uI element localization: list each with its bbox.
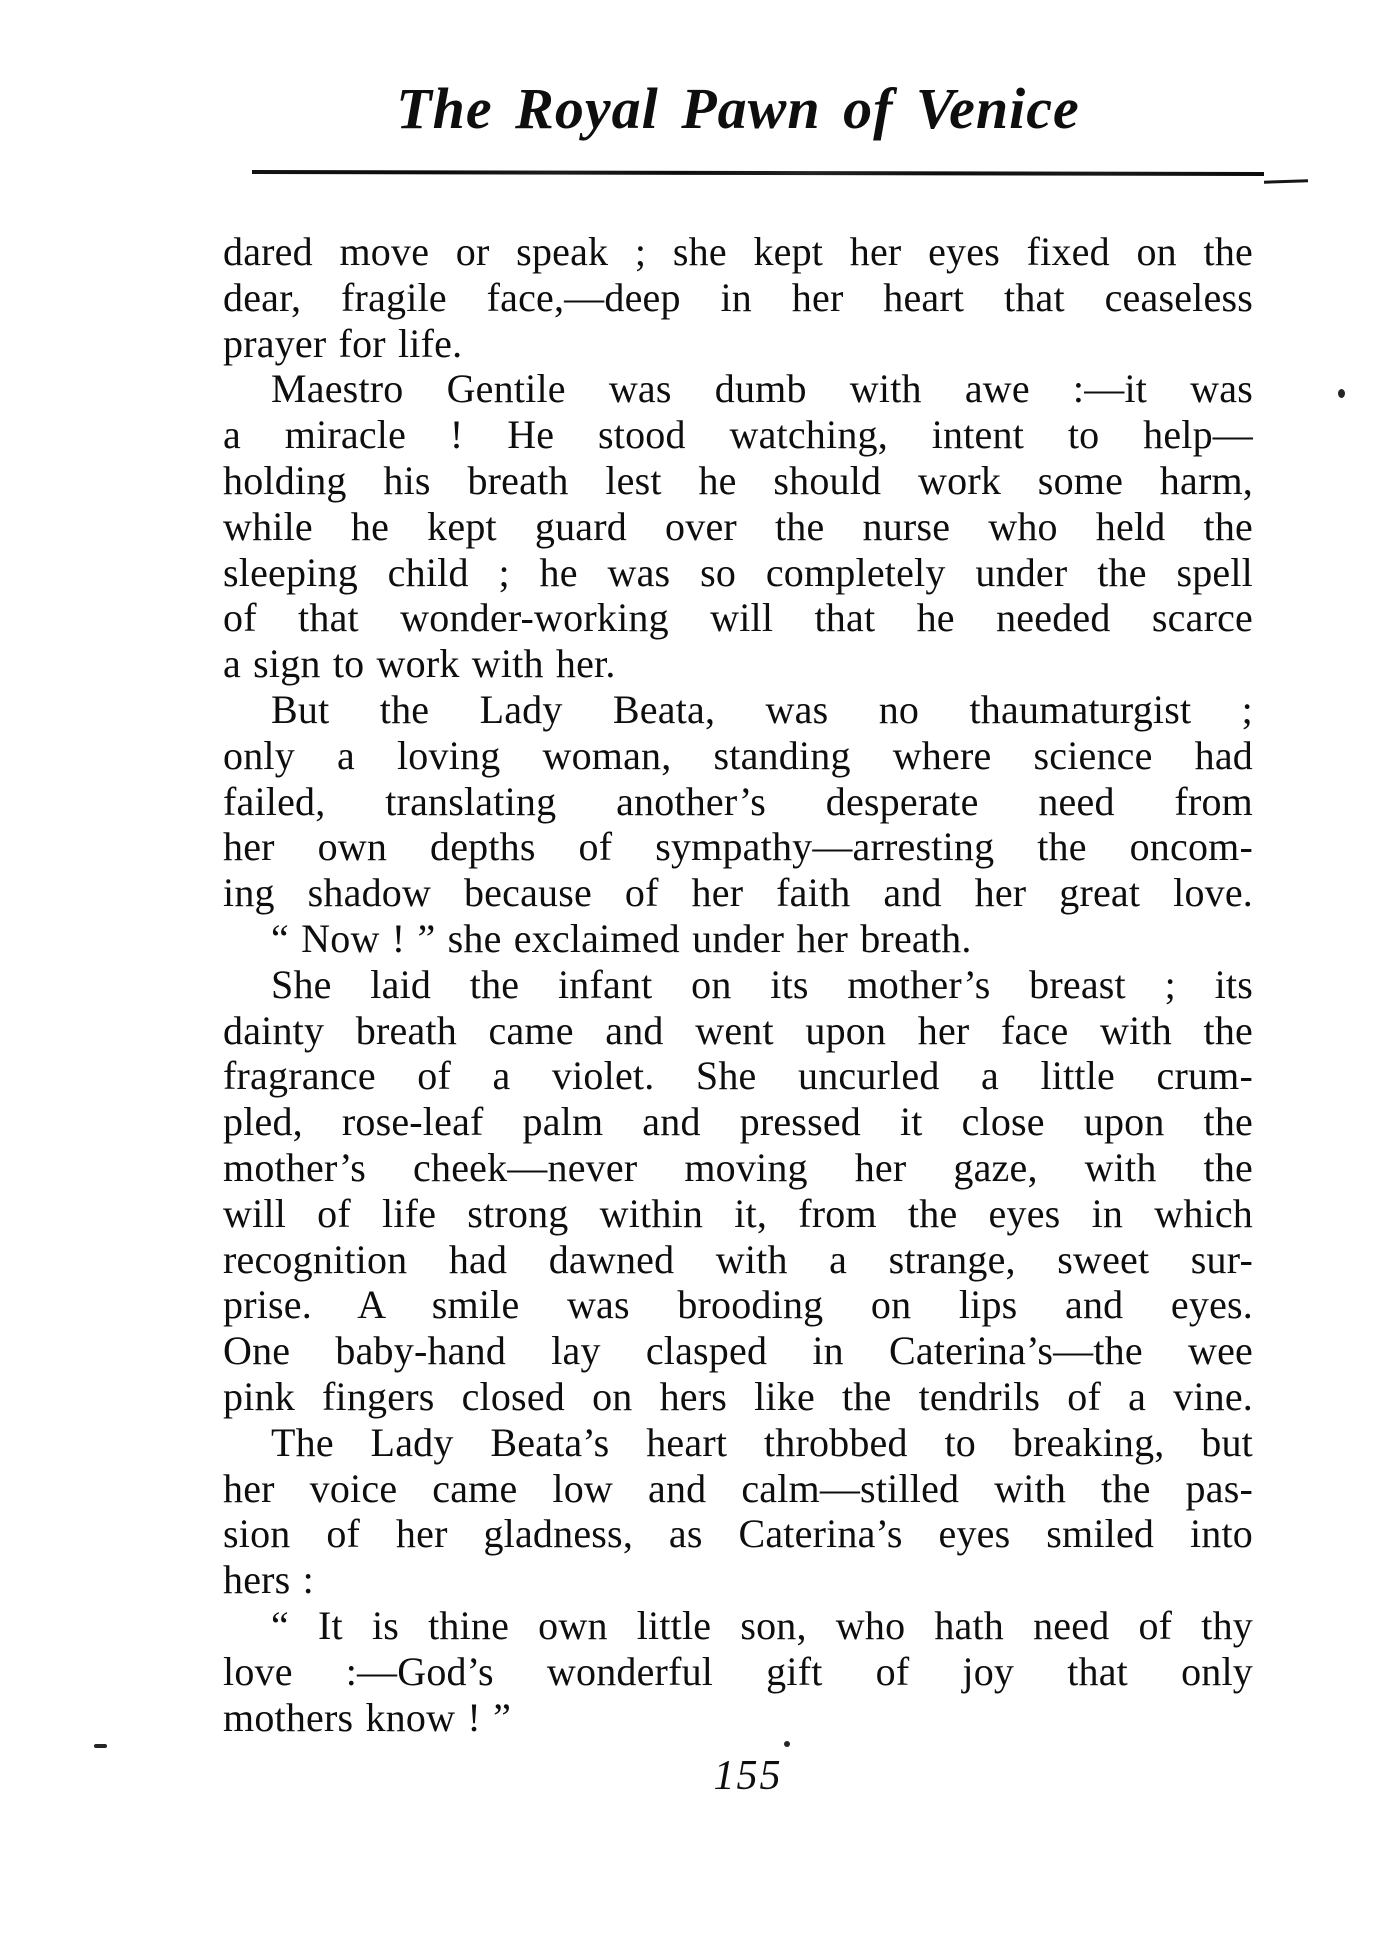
text-line: dear, fragile face,—deep in her heart that ceaseless	[223, 274, 1253, 320]
text-line: But the Lady Beata, was no thaumaturgist ;	[271, 686, 1253, 732]
text-line: mother’s cheek—never moving her gaze, with the	[223, 1144, 1253, 1190]
text-line: pled, rose-leaf palm and pressed it close upon the	[223, 1099, 1253, 1145]
text-line: She laid the infant on its mother’s breast ; its	[271, 961, 1253, 1007]
text-line: dainty breath came and went upon her face with the	[223, 1007, 1253, 1053]
header-rule-echo	[1264, 179, 1308, 184]
text-line: The Lady Beata’s heart throbbed to breaking, but	[271, 1419, 1253, 1465]
text-line: hers :	[223, 1557, 314, 1603]
page-number: 155	[713, 1753, 783, 1799]
text-line: “ Now ! ” she exclaimed under her breath.	[271, 915, 972, 961]
text-line: One baby-hand lay clasped in Caterina’s—the wee	[223, 1328, 1253, 1374]
text-line: prayer for life.	[223, 320, 463, 366]
text-line: holding his breath lest he should work some harm,	[223, 457, 1253, 503]
text-line: “ It is thine own little son, who hath need of thy	[271, 1602, 1253, 1648]
body-text	[223, 229, 1253, 1740]
header-rule	[252, 170, 1264, 176]
scan-speck	[94, 1744, 107, 1748]
scan-speck	[1338, 389, 1345, 398]
text-line: her own depths of sympathy—arresting the oncom-	[223, 824, 1253, 870]
text-line: only a loving woman, standing where science had	[223, 732, 1253, 778]
text-line: prise. A smile was brooding on lips and eyes.	[223, 1282, 1253, 1328]
text-line: sion of her gladness, as Caterina’s eyes smiled into	[223, 1511, 1253, 1557]
running-head-title: The Royal Pawn of Venice	[396, 76, 1080, 141]
text-line: will of life strong within it, from the eyes in which	[223, 1190, 1253, 1236]
text-line: a miracle ! He stood watching, intent to help—	[223, 412, 1253, 458]
text-line: dared move or speak ; she kept her eyes fixed on the	[223, 229, 1253, 274]
text-line: of that wonder-working will that he needed scarce	[223, 595, 1253, 641]
text-line: fragrance of a violet. She uncurled a little crum-	[223, 1053, 1253, 1099]
text-line: her voice came low and calm—stilled with the pas-	[223, 1465, 1253, 1511]
text-line: ing shadow because of her faith and her great love.	[223, 870, 1253, 916]
text-line: love :—God’s wonderful gift of joy that only	[223, 1648, 1253, 1694]
text-line: a sign to work with her.	[223, 641, 616, 687]
text-line: pink fingers closed on hers like the tendrils of a vine.	[223, 1373, 1253, 1419]
text-line: sleeping child ; he was so completely under the spell	[223, 549, 1253, 595]
scan-speck	[784, 1741, 790, 1747]
text-line: while he kept guard over the nurse who held the	[223, 503, 1253, 549]
text-line: failed, translating another’s desperate need from	[223, 778, 1253, 824]
text-line: mothers know ! ”	[223, 1694, 512, 1740]
text-line: Maestro Gentile was dumb with awe :—it was	[271, 366, 1253, 412]
text-line: recognition had dawned with a strange, sweet sur-	[223, 1236, 1253, 1282]
